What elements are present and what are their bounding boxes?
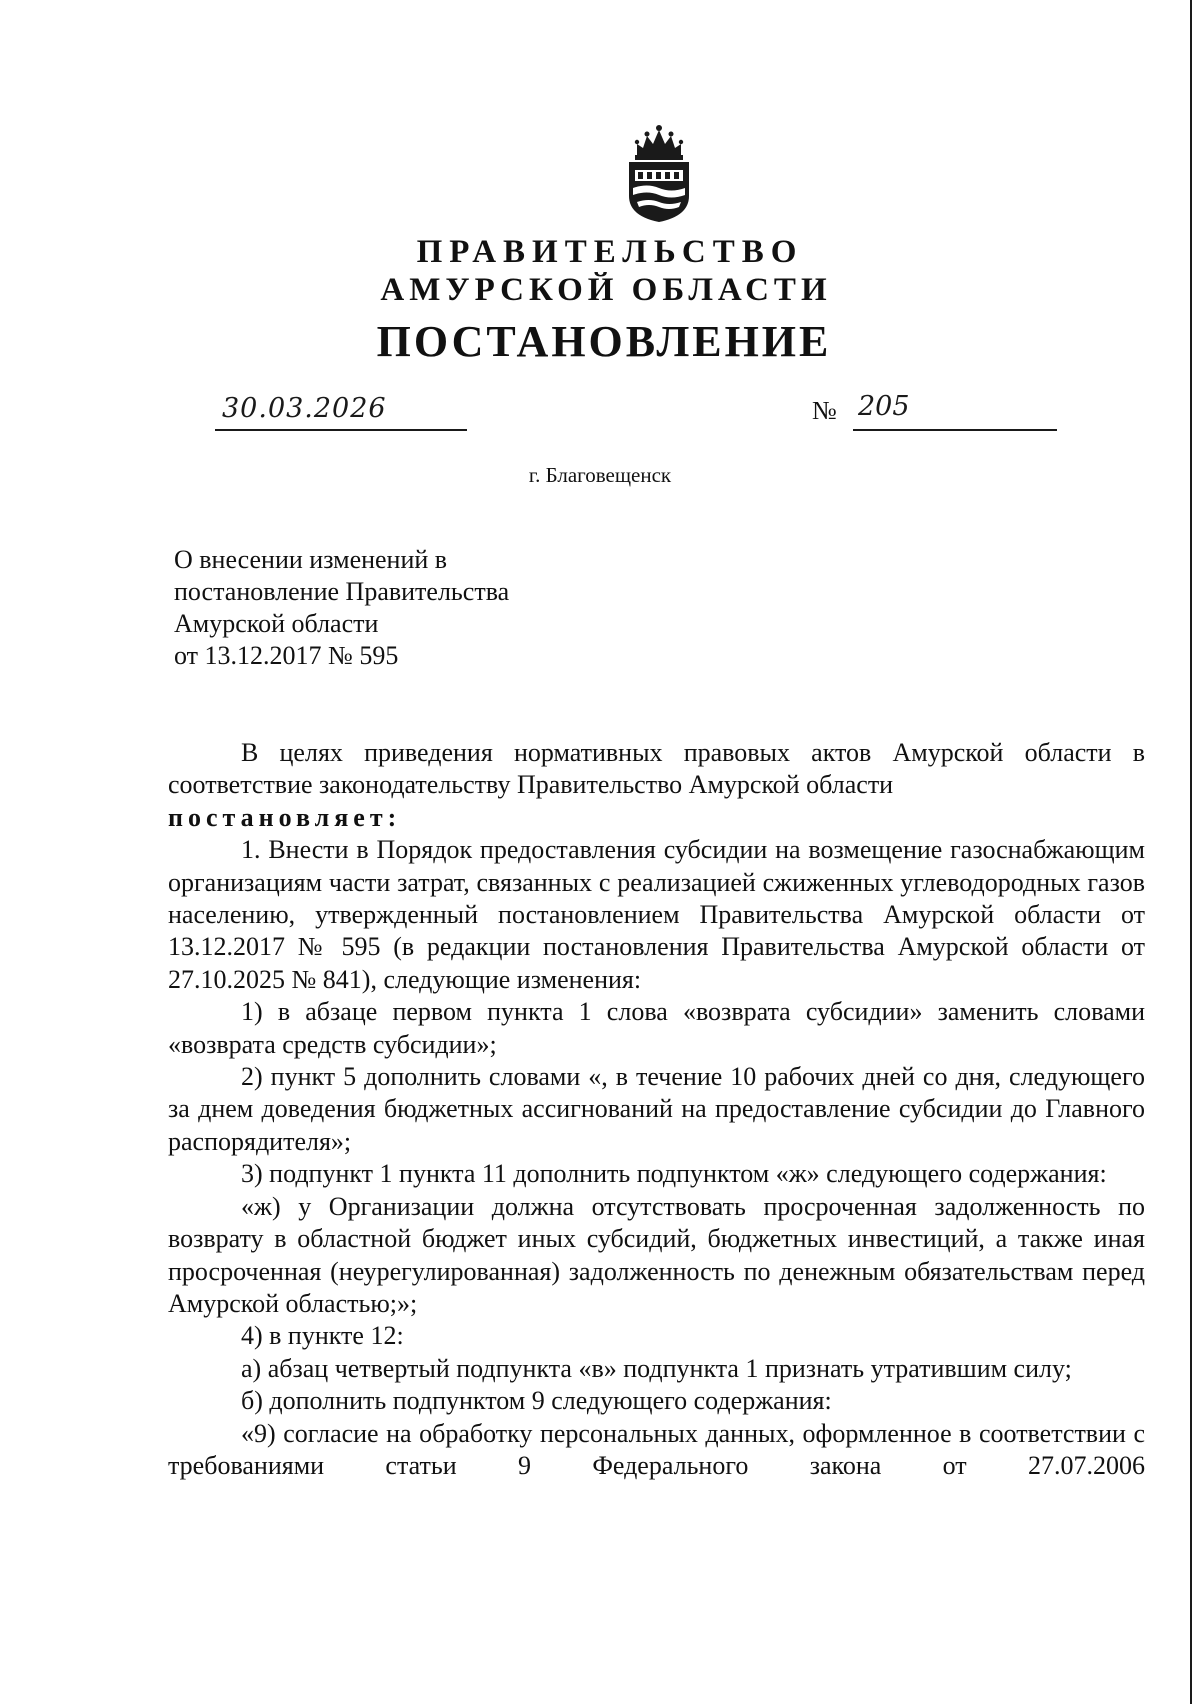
subitem-1-paragraph: 1) в абзаце первом пункта 1 слова «возврата субсидии» заменить словами «возврата средств субсидии»; bbox=[168, 997, 1145, 1059]
subitem-4b-paragraph: б) дополнить подпунктом 9 следующего содержания: bbox=[241, 1386, 832, 1416]
document-date: 30.03.2026 bbox=[222, 393, 387, 424]
subitem-4b-text-paragraph: «9) согласие на обработку персональных данных, оформленное в соответствии с требованиями статьи 9 Федерального закона от 27.07.2006 bbox=[168, 1418, 1145, 1480]
preamble-paragraph: В целях приведения нормативных правовых актов Амурской области в соответствие законодательству Правительство Амурской области bbox=[168, 738, 1145, 800]
subitem-4-paragraph: 4) в пункте 12: bbox=[241, 1321, 404, 1351]
document-body bbox=[168, 737, 1145, 1482]
date-underline bbox=[215, 429, 467, 431]
government-title-line2: АМУРСКОЙ ОБЛАСТИ bbox=[380, 272, 832, 308]
item-1-paragraph: 1. Внести в Порядок предоставления субсидии на возмещение газоснабжающим организациям части затрат, связанных с реализацией сжиженных углеводородных газов населению, утвержденный постановлением Правительства Амурской области от 13.12.2017 № 595 (в редакции постановления Правительства Амурской области от 27.10.2025 № 841), следующие изменения: bbox=[168, 835, 1145, 994]
document-type: ПОСТАНОВЛЕНИЕ bbox=[376, 317, 832, 366]
subitem-2-paragraph: 2) пункт 5 дополнить словами «, в течение 10 рабочих дней со дня, следующего за днем доведения бюджетных ассигнований на предоставление субсидии до Главного распорядителя»; bbox=[168, 1062, 1145, 1156]
document-number: 205 bbox=[858, 391, 910, 422]
government-title-line1: ПРАВИТЕЛЬСТВО bbox=[416, 234, 804, 270]
number-sign: № bbox=[812, 396, 837, 425]
city-name: г. Благовещенск bbox=[528, 463, 672, 487]
subitem-3-text-paragraph: «ж) у Организации должна отсутствовать просроченная задолженность по возврату в областной бюджет иных субсидий, бюджетных инвестиций, а также иная просроченная (неурегулированная) задолженность по денежным обязательствам перед Амурской областью;»; bbox=[168, 1191, 1145, 1318]
resolves-word: постановляет: bbox=[168, 802, 402, 832]
subject-line: постановление Правительства bbox=[174, 577, 510, 606]
subject-line: от 13.12.2017 № 595 bbox=[174, 641, 399, 670]
subject-line: О внесении изменений в bbox=[174, 545, 448, 574]
subitem-3-paragraph: 3) подпункт 1 пункта 11 дополнить подпунктом «ж» следующего содержания: bbox=[241, 1159, 1107, 1189]
number-underline bbox=[853, 429, 1057, 431]
coat-of-arms-icon bbox=[623, 122, 695, 224]
document-subject bbox=[174, 544, 509, 672]
subitem-4a-paragraph: а) абзац четвертый подпункта «в» подпункта 1 признать утратившим силу; bbox=[241, 1353, 1072, 1383]
subject-line: Амурской области bbox=[174, 609, 379, 638]
